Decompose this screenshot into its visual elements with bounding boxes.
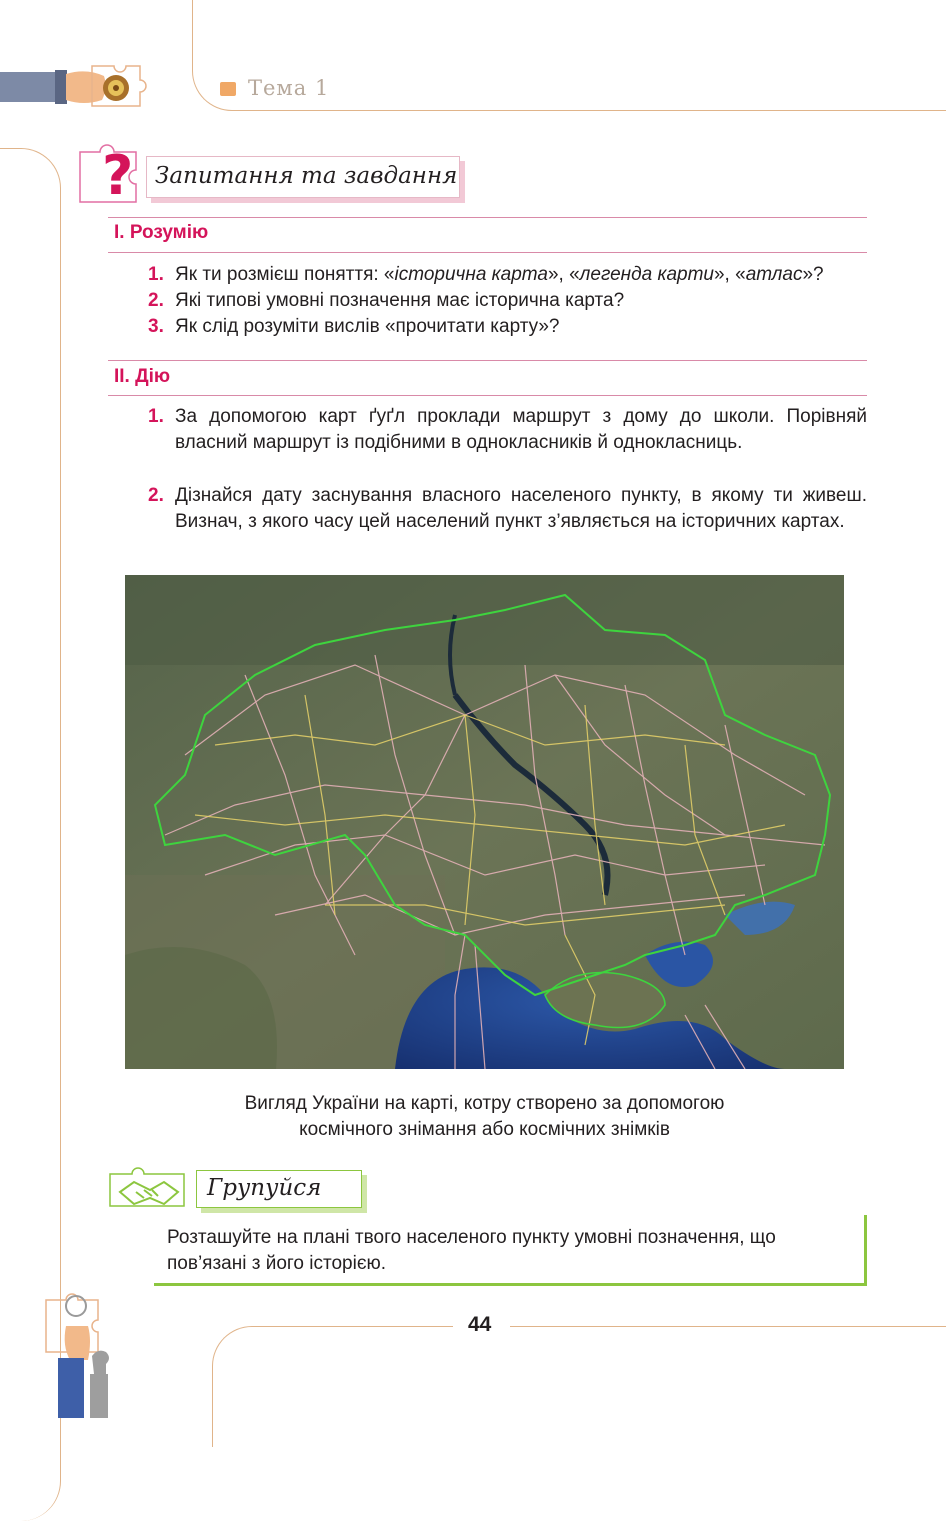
questions-title: Запитання та завдання bbox=[155, 163, 458, 189]
section1-item-3: 3. Як слід розуміти вислів «прочитати карту»? bbox=[148, 316, 560, 337]
group-task-box bbox=[154, 1215, 867, 1286]
page-number: 44 bbox=[468, 1313, 492, 1336]
svg-text:?: ? bbox=[102, 144, 134, 207]
group-title-box bbox=[196, 1170, 362, 1208]
section1-item-2: 2. Які типові умовні позначення має історична карта? bbox=[148, 290, 625, 311]
section2-bottom-rule bbox=[108, 395, 867, 396]
section2-item-1: 1. За допомогою карт ґуґл проклади маршрут з дому до школи. Порівняй власний маршрут із подібними в однокласників й однокласниць. bbox=[148, 406, 867, 453]
section1-top-rule bbox=[108, 217, 867, 218]
frame-footer-right-line bbox=[510, 1326, 946, 1327]
section1-heading: І. Розумію bbox=[114, 222, 209, 243]
section2-top-rule bbox=[108, 360, 867, 361]
questions-title-box bbox=[146, 156, 460, 198]
satellite-map-image bbox=[125, 575, 844, 1069]
hand-puzzle-icon bbox=[0, 60, 160, 120]
question-puzzle-icon bbox=[72, 138, 152, 208]
figure-caption-line-2: космічного знімання або космічних знімків bbox=[299, 1119, 670, 1140]
handshake-icon bbox=[100, 1164, 196, 1216]
section1-bottom-rule bbox=[108, 252, 867, 253]
group-task-text: Розташуйте на плані твого населеного пункту умовні позначення, що пов’язані з його історією. bbox=[167, 1227, 776, 1274]
frame-footer-curve bbox=[212, 1326, 453, 1447]
topic-marker bbox=[220, 82, 236, 96]
section1-item-1: 1. Як ти розмієш поняття: «історична карта», «легенда карти», «атлас»? bbox=[148, 264, 824, 285]
topic-label: Тема 1 bbox=[248, 76, 330, 100]
group-title: Групуйся bbox=[207, 1175, 322, 1201]
figure-caption-line-1: Вигляд України на карті, котру створено за допомогою bbox=[244, 1093, 725, 1114]
bottom-puzzle-hand-icon bbox=[36, 1266, 126, 1418]
section2-item-2: 2. Дізнайся дату заснування власного населеного пункту, в якому ти живеш. Визнач, з якого часу цей населений пункт з’являється на історичних картах. bbox=[148, 485, 867, 532]
section2-heading: ІІ. Дію bbox=[114, 366, 171, 387]
